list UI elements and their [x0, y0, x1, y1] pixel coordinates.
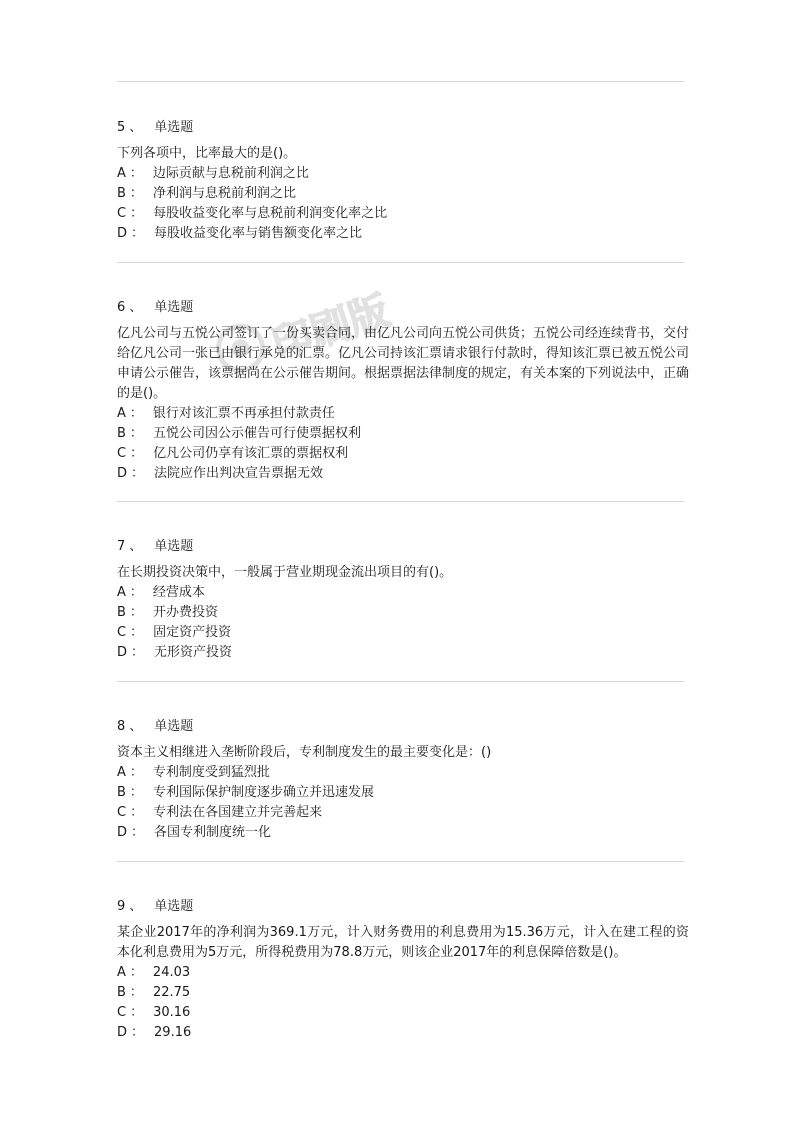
option-text: 固定资产投资 — [153, 625, 232, 640]
option-c[interactable] — [117, 1003, 689, 1023]
option-letter: B — [117, 426, 126, 441]
option-d[interactable] — [117, 224, 689, 244]
option-list — [117, 963, 689, 1043]
option-letter: C — [117, 206, 127, 221]
option-colon: ： — [130, 446, 144, 461]
option-colon: ： — [130, 1005, 144, 1020]
option-letter: A — [117, 765, 126, 780]
question-header — [117, 897, 689, 917]
option-text: 22.75 — [152, 985, 191, 1000]
option-text: 每股收益变化率与销售额变化率之比 — [154, 226, 363, 241]
question-number: 7 — [117, 539, 126, 554]
option-letter: D — [117, 645, 128, 660]
option-text: 五悦公司因公示催告可行使票据权利 — [152, 426, 361, 441]
option-letter: B — [117, 985, 126, 1000]
question-stem: 资本主义相继进入垄断阶段后，专利制度发生的最主要变化是：() — [117, 745, 492, 760]
top-divider — [117, 81, 684, 82]
question-type: 单选题 — [154, 300, 194, 315]
option-text: 净利润与息税前利润之比 — [152, 186, 296, 201]
option-colon: ： — [129, 166, 143, 181]
option-letter: B — [117, 186, 126, 201]
question-divider — [117, 501, 684, 502]
question-7 — [117, 537, 689, 663]
option-c[interactable] — [117, 444, 689, 464]
question-separator: 、 — [129, 120, 143, 135]
option-text: 专利制度受到猛烈批 — [152, 765, 270, 780]
option-text: 每股收益变化率与息税前利润变化率之比 — [153, 206, 388, 221]
option-b[interactable] — [117, 603, 689, 623]
question-divider — [117, 262, 684, 263]
question-divider — [117, 861, 684, 862]
option-text: 专利国际保护制度逐步确立并迅速发展 — [152, 785, 374, 800]
question-header — [117, 537, 689, 557]
option-colon: ： — [129, 605, 143, 620]
option-colon: ： — [130, 206, 144, 221]
question-separator: 、 — [129, 300, 143, 315]
option-colon: ： — [131, 645, 145, 660]
question-header — [117, 298, 689, 318]
option-colon: ： — [131, 226, 145, 241]
option-colon: ： — [131, 466, 145, 481]
option-colon: ： — [131, 825, 145, 840]
option-b[interactable] — [117, 983, 689, 1003]
question-divider — [117, 681, 684, 682]
option-letter: B — [117, 785, 126, 800]
option-text: 亿凡公司仍享有该汇票的票据权利 — [153, 446, 349, 461]
option-colon: ： — [129, 186, 143, 201]
option-letter: D — [117, 1025, 128, 1040]
option-letter: C — [117, 805, 127, 820]
option-letter: D — [117, 466, 128, 481]
option-letter: A — [117, 406, 126, 421]
option-c[interactable] — [117, 803, 689, 823]
option-letter: D — [117, 226, 128, 241]
question-type: 单选题 — [154, 719, 194, 734]
option-colon: ： — [129, 785, 143, 800]
option-text: 经营成本 — [152, 585, 205, 600]
option-letter: A — [117, 965, 126, 980]
option-a[interactable] — [117, 963, 689, 983]
question-stem: 某企业2017年的净利润为369.1万元，计入财务费用的利息费用为15.36万元，计入在建工程的资本化利息费用为5万元，所得税费用为78.8万元，则该企业2017年的利息保障倍数是()。 — [117, 925, 689, 960]
option-colon: ： — [129, 765, 143, 780]
option-d[interactable] — [117, 823, 689, 843]
option-colon: ： — [129, 585, 143, 600]
option-list — [117, 404, 689, 484]
option-c[interactable] — [117, 204, 689, 224]
question-separator: 、 — [129, 539, 143, 554]
option-colon: ： — [130, 625, 144, 640]
question-8 — [117, 717, 689, 843]
option-list — [117, 164, 689, 244]
question-number: 5 — [117, 120, 126, 135]
question-number: 9 — [117, 899, 126, 914]
option-text: 30.16 — [153, 1005, 191, 1020]
option-text: 24.03 — [152, 965, 191, 980]
option-text: 边际贡献与息税前利润之比 — [152, 166, 309, 181]
question-number: 8 — [117, 719, 126, 734]
option-a[interactable] — [117, 164, 689, 184]
option-text: 29.16 — [154, 1025, 192, 1040]
question-stem: 亿凡公司与五悦公司签订了一份买卖合同，由亿凡公司向五悦公司供货；五悦公司经连续背书，交付给亿凡公司一张已由银行承兑的汇票。亿凡公司持该汇票请求银行付款时，得知该汇票已被五悦公司申请公示催告，该票据尚在公示催告期间。根据票据法律制度的规定，有关本案的下列说法中，正确的是()。 — [117, 326, 690, 401]
option-a[interactable] — [117, 763, 689, 783]
option-d[interactable] — [117, 1023, 689, 1043]
option-colon: ： — [131, 1025, 145, 1040]
option-text: 法院应作出判决宣告票据无效 — [154, 466, 324, 481]
option-letter: A — [117, 166, 126, 181]
option-b[interactable] — [117, 783, 689, 803]
option-text: 银行对该汇票不再承担付款责任 — [152, 406, 335, 421]
option-colon: ： — [129, 965, 143, 980]
option-b[interactable] — [117, 424, 689, 444]
option-d[interactable] — [117, 643, 689, 663]
question-6 — [117, 298, 689, 484]
option-colon: ： — [129, 406, 143, 421]
option-colon: ： — [129, 426, 143, 441]
option-letter: B — [117, 605, 126, 620]
option-text: 无形资产投资 — [154, 645, 233, 660]
option-letter: C — [117, 1005, 127, 1020]
option-colon: ： — [130, 805, 144, 820]
question-stem: 下列各项中，比率最大的是()。 — [117, 146, 297, 161]
option-b[interactable] — [117, 184, 689, 204]
question-separator: 、 — [129, 899, 143, 914]
option-colon: ： — [129, 985, 143, 1000]
question-type: 单选题 — [154, 539, 194, 554]
question-number: 6 — [117, 300, 126, 315]
option-text: 各国专利制度统一化 — [154, 825, 272, 840]
option-letter: A — [117, 585, 126, 600]
option-a[interactable] — [117, 404, 689, 424]
option-letter: C — [117, 446, 127, 461]
question-stem: 在长期投资决策中，一般属于营业期现金流出项目的有()。 — [117, 565, 453, 580]
option-letter: C — [117, 625, 127, 640]
question-header — [117, 118, 689, 138]
option-list — [117, 583, 689, 663]
option-text: 开办费投资 — [152, 605, 218, 620]
question-separator: 、 — [129, 719, 143, 734]
option-letter: D — [117, 825, 128, 840]
option-d[interactable] — [117, 464, 689, 484]
question-9 — [117, 897, 689, 1043]
option-c[interactable] — [117, 623, 689, 643]
option-a[interactable] — [117, 583, 689, 603]
option-list — [117, 763, 689, 843]
question-5 — [117, 118, 689, 244]
question-type: 单选题 — [154, 899, 194, 914]
question-header — [117, 717, 689, 737]
watermark-text: 印刷版 — [266, 288, 395, 369]
question-type: 单选题 — [154, 120, 194, 135]
option-text: 专利法在各国建立并完善起来 — [153, 805, 323, 820]
